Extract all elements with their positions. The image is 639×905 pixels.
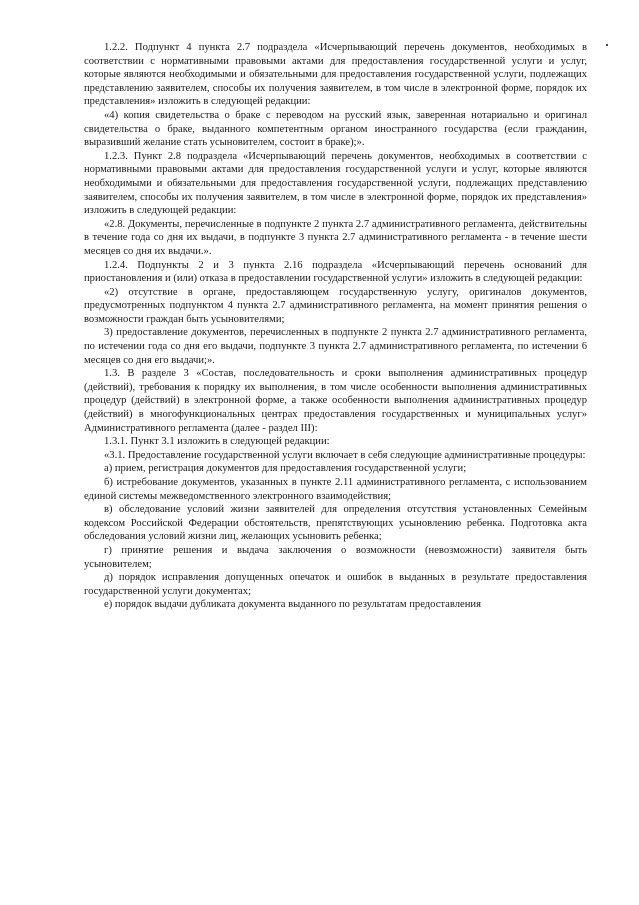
paragraph-1-2-4: 1.2.4. Подпункты 2 и 3 пункта 2.16 подраздела «Исчерпывающий перечень оснований для приостановления и (или) отказа в предоставлении государственной услуги» изложить в следующей редакции: xyxy=(84,259,587,285)
paragraph-item-3: 3) предоставление документов, перечисленных в подпункте 2 пункта 2.7 административного регламента, по истечении года со дня его выдачи, подпункте 3 пункта 2.7 административного регламента, по истечении 6 месяцев со дня его выдачи;». xyxy=(84,327,587,366)
paragraph-1-2-2: 1.2.2. Подпункт 4 пункта 2.7 подраздела «Исчерпывающий перечень документов, необходимых в соответствии с нормативными правовыми актами для предоставления государственной услуги и услуг, которые являются необходимыми и обязательными для предоставления государственной услуги, подлежащих представлению заявителем, способы их получения заявителем, в том числе в электронной форме, порядок их представления» изложить в следующей редакции: xyxy=(84,42,587,108)
list-item-a: а) прием, регистрация документов для предоставления государственной услуги; xyxy=(104,463,467,475)
list-item-v: в) обследование условий жизни заявителей для определения отсутствия установленных Семейным кодексом Российской Федерации обстоятельств, препятствующих усыновлению ребенка. Подготовка акта обследования условий жизни лиц, желающих усыновить ребенка; xyxy=(84,504,587,543)
document-page xyxy=(84,41,587,612)
paragraph-1-3-1: 1.3.1. Пункт 3.1 изложить в следующей редакции: xyxy=(104,436,330,448)
paragraph-quote-2-8: «2.8. Документы, перечисленные в подпункте 2 пункта 2.7 административного регламента, действительны в течение года со дня их выдачи, в подпункте 3 пункта 2.7 административного регламента - в течение шести месяцев со дня их выдачи.». xyxy=(84,218,587,257)
list-item-d: д) порядок исправления допущенных опечаток и ошибок в выданных в результате предоставления государственной услуги документах; xyxy=(84,572,587,597)
paragraph-1-3: 1.3. В разделе 3 «Состав, последовательность и сроки выполнения административных процедур (действий), требования к порядку их выполнения, в том числе особенности выполнения административных процедур (действий) в электронной форме, а также особенности выполнения административных процедур (действий) в многофункциональных центрах предоставления государственных и муниципальных услуг» Административного регламента (далее - раздел III): xyxy=(84,368,587,434)
paragraph-quote-3-1: «3.1. Предоставление государственной услуги включает в себя следующие административные процедуры: xyxy=(104,449,586,461)
paragraph-quote-2: «2) отсутствие в органе, предоставляющем государственную услугу, оригиналов документов, предусмотренных подпунктом 4 пункта 2.7 административного регламента, на момент принятия решения о возможности граждан быть усыновителями; xyxy=(84,286,587,325)
paragraph-1-2-3: 1.2.3. Пункт 2.8 подраздела «Исчерпывающий перечень документов, необходимых в соответствии с нормативными правовыми актами для предоставления государственной услуги и услуг, которые являются необходимыми и обязательными для предоставления государственной услуги, подлежащих представлению заявителем, способы их получения заявителем, в том числе в электронной форме, порядок их представления» изложить в следующей редакции: xyxy=(84,150,587,217)
scan-speck xyxy=(606,44,608,46)
list-item-b: б) истребование документов, указанных в пункте 2.11 административного регламента, с использованием единой системы межведомственного электронного взаимодействия; xyxy=(84,477,587,502)
list-item-e: е) порядок выдачи дубликата документа выданного по результатам предоставления xyxy=(104,599,481,611)
paragraph-quote-4: «4) копия свидетельства о браке с переводом на русский язык, заверенная нотариально и оригинал свидетельства о браке, выданного компетентным органом иностранного государства (если гражданин, выразивший желание стать усыновителем, состоит в браке);». xyxy=(84,109,587,149)
list-item-g: г) принятие решения и выдача заключения о возможности (невозможности) заявителя быть усыновителем; xyxy=(84,544,587,570)
